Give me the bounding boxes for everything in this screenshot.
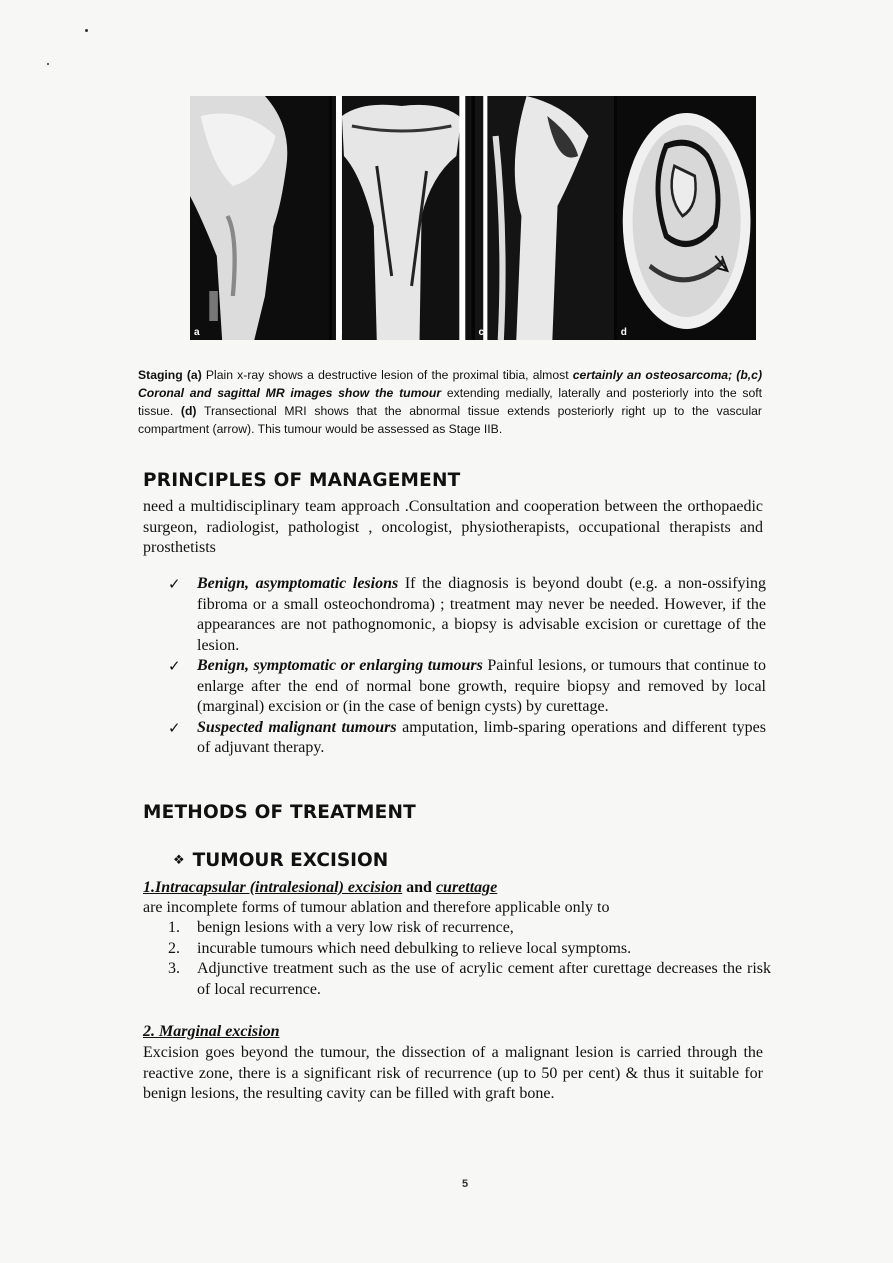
xray-image [190, 96, 329, 340]
figure-caption [138, 366, 762, 438]
heading-conjunction: and [402, 879, 436, 896]
curettage-title: curettage [435, 879, 498, 896]
intracapsular-intro: are incomplete forms of tumour ablation and therefore applicable only to [143, 899, 610, 916]
list-item-lead: Suspected malignant tumours [197, 718, 397, 736]
mri-image [332, 96, 471, 340]
tumour-excision-heading [173, 850, 388, 871]
mri-sagittal-panel-c [475, 96, 614, 340]
list-number: 2. [168, 939, 180, 957]
intracapsular-heading [143, 878, 497, 898]
list-item [168, 918, 771, 939]
mri-image [475, 96, 614, 340]
marginal-text: Excision goes beyond the tumour, the dissection of a malignant lesion is carried through the reactive zone, there is a significant risk of recurrence (up to 50 per cent) & thus it suitable for benign lesions, the resulting cavity can be filled with graft bone. [143, 1044, 763, 1102]
caption-text: extending medially, laterally and posteriorly into the soft tissue. [138, 386, 762, 418]
list-number: 1. [168, 919, 180, 936]
caption-tag-d: (d) [180, 404, 197, 418]
list-item-text: incurable tumours which need debulking to relieve local symptoms. [197, 939, 632, 957]
list-item [168, 574, 766, 656]
caption-tag-a: (a) [186, 368, 202, 382]
checkmark-icon: ✓ [168, 718, 181, 737]
checkmark-icon: ✓ [168, 575, 181, 593]
xray-panel-a [190, 96, 329, 340]
panel-label: a [194, 327, 200, 338]
principles-intro: need a multidisciplinary team approach .Consultation and cooperation between the orthopaedic surgeon, radiologist, pathologist , oncologist, physiotherapists, occupational therapists and prosthetists [143, 498, 763, 556]
diamond-bullet-icon: ❖ [173, 853, 185, 868]
list-item-text: amputation, limb-sparing operations and different types of adjuvant therapy. [197, 718, 766, 756]
caption-text: Transectional MRI shows that the abnormal tissue extends posteriorly right up to the vascular compartment (arrow). This tumour would be assessed as Stage IIB. [138, 404, 762, 436]
intracapsular-title: 1.Intracapsular (intralesional) excision [143, 879, 403, 896]
principles-heading: PRINCIPLES OF MANAGEMENT [143, 470, 461, 491]
marginal-title: 2. Marginal excision [143, 1023, 280, 1040]
scan-speck [85, 29, 88, 32]
list-item [168, 939, 771, 960]
mri-transectional-panel-d [617, 96, 756, 340]
panel-label: c [478, 327, 485, 338]
scan-speck [47, 63, 49, 65]
subheading-text: TUMOUR EXCISION [192, 850, 389, 871]
list-item-text: Adjunctive treatment such as the use of acrylic cement after curettage decreases the risk of local recurrence. [197, 960, 771, 998]
page-number: 5 [461, 1178, 469, 1190]
list-item-lead: Benign, symptomatic or enlarging tumours [197, 657, 483, 674]
mri-coronal-panel-b [332, 96, 471, 340]
list-item [168, 718, 766, 759]
marginal-heading [143, 1022, 279, 1042]
panel-label: d [620, 327, 627, 338]
caption-italic: certainly an osteosarcoma; (b,c) Coronal and sagittal MR images show the tumour [138, 368, 763, 400]
list-item-lead: Benign, asymptomatic lesions [197, 575, 399, 592]
caption-text: Plain x-ray shows a destructive lesion of the proximal tibia, almost [201, 368, 573, 382]
list-number: 3. [168, 960, 180, 977]
panel-label: b [336, 327, 343, 338]
list-item [168, 959, 771, 1000]
checkmark-icon: ✓ [168, 657, 181, 675]
management-list [168, 574, 766, 759]
list-item-text: If the diagnosis is beyond doubt (e.g. a non-ossifying fibroma or a small osteochondroma) ; treatment may never be needed. However, if the appearances are not pathognomonic, a biopsy is advisable excision or curettage of the lesion. [197, 575, 766, 654]
caption-label: Staging [138, 368, 183, 382]
methods-heading: METHODS OF TREATMENT [143, 802, 416, 823]
staging-figure [190, 96, 756, 340]
list-item [168, 656, 766, 718]
list-item-text: benign lesions with a very low risk of recurrence, [197, 919, 514, 936]
list-item-text: Painful lesions, or tumours that continue to enlarge after the end of normal bone growth, require biopsy and removed by local (marginal) excision or (in the case of benign cysts) by curettage. [197, 657, 767, 715]
mri-image [617, 96, 756, 340]
intracapsular-list [168, 918, 771, 1000]
